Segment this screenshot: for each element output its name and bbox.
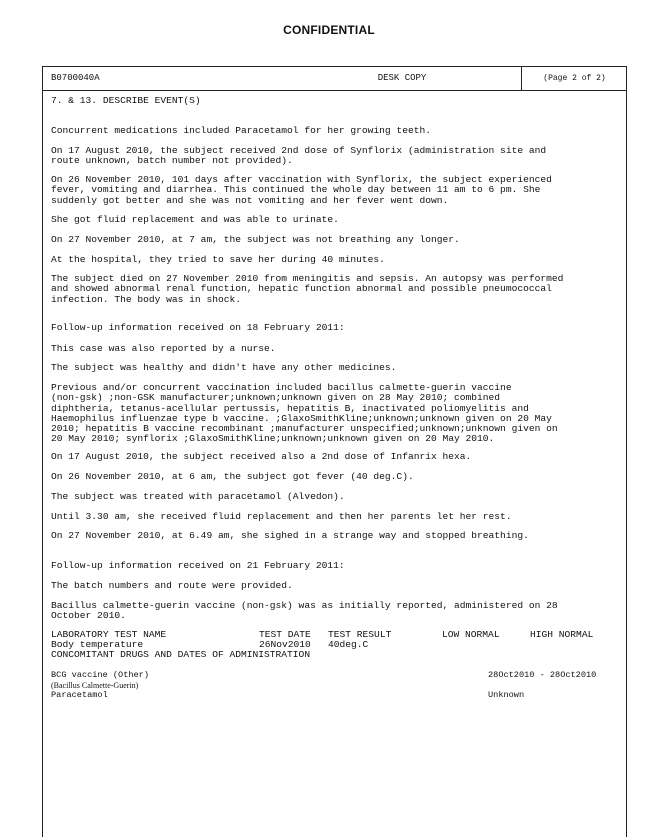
confidential-heading: CONFIDENTIAL [283,23,375,37]
page-number: (Page 2 of 2) [521,67,627,90]
lab-header-high-normal: HIGH NORMAL [530,629,594,640]
drug-subname: (Bacillus Calmette-Guerin) [51,681,139,690]
drug-name: BCG vaccine (Other) [51,670,149,680]
paragraph-vaccinations: Previous and/or concurrent vaccination included bacillus calmette-guerin vaccine (non-gsk) ;non-GSK manufacturer;unknown;unknown given on 28 May 2010; combined diphtheria, tetanus-acellular pertussis, hepatitis B, inactivated poliomyelitis and Haemophilus influenzae type b vaccine. ;GlaxoSmithKline;unknown;unknown given on 20 May 2010; hepatitis B vaccine recombinant ;manufacturer unspecified;unknown;unknown given on 20 May 2010; synflorix ;GlaxoSmithKline;unknown;unknown given on 20 May 2010. [51,382,558,445]
lab-header-low-normal: LOW NORMAL [442,629,500,640]
paragraph-fever-onset: On 26 November 2010, 101 days after vaccination with Synflorix, the subject experienced fever, vomiting and diarrhea. This continued the whole day between 11 am to 6 pm. She suddenly got better and she was not vomiting and her fever went down. [51,174,552,206]
paragraph-fever-6am: On 26 November 2010, at 6 am, the subject got fever (40 deg.C). [51,471,414,482]
lab-header-test-result: TEST RESULT [328,629,392,640]
paragraph-hospital: At the hospital, they tried to save her during 40 minutes. [51,254,385,265]
report-id: B0700040A [51,73,100,83]
paragraph-fluid: She got fluid replacement and was able to urinate. [51,214,339,225]
paragraph-medications: Concurrent medications included Paracetamol for her growing teeth. [51,125,431,136]
drug-dates: 28Oct2010 - 28Oct2010 [488,670,597,680]
lab-row-test-result: 40deg.C [328,639,369,650]
paragraph-healthy: The subject was healthy and didn't have any other medicines. [51,362,397,373]
paragraph-stopped-breathing: On 27 November 2010, at 6.49 am, she sighed in a strange way and stopped breathing. [51,530,529,541]
paragraph-batch: The batch numbers and route were provided. [51,580,293,591]
drug-name: Paracetamol [51,690,108,700]
report-header-row [43,67,626,91]
followup-heading-2: Follow-up information received on 21 February 2011: [51,560,345,571]
drug-dates: Unknown [488,690,525,700]
paragraph-synflorix-dose: On 17 August 2010, the subject received 2nd dose of Synflorix (administration site and route unknown, batch number not provided). [51,145,547,167]
copy-type: DESK COPY [377,73,427,83]
paragraph-nurse: This case was also reported by a nurse. [51,343,276,354]
followup-heading-1: Follow-up information received on 18 February 2011: [51,322,345,333]
lab-header-test-date: TEST DATE [259,629,311,640]
lab-row-test-date: 26Nov2010 [259,639,311,650]
paragraph-rest: Until 3.30 am, she received fluid replacement and then her parents let her rest. [51,511,512,522]
paragraph-bcg: Bacillus calmette-guerin vaccine (non-gsk) was as initially reported, administered on 28 October 2010. [51,600,558,622]
lab-header-test-name: LABORATORY TEST NAME [51,629,167,640]
paragraph-death: The subject died on 27 November 2010 from meningitis and sepsis. An autopsy was performed and showed abnormal renal function, hepatic function abnormal and possible pneumococcal infection. The body was in shock. [51,273,564,305]
paragraph-not-breathing: On 27 November 2010, at 7 am, the subject was not breathing any longer. [51,234,460,245]
section-title: 7. & 13. DESCRIBE EVENT(S) [51,95,201,106]
lab-row-test-name: Body temperature [51,639,144,650]
concomitant-title: CONCOMITANT DRUGS AND DATES OF ADMINISTRATION [51,649,311,660]
paragraph-infanrix: On 17 August 2010, the subject received also a 2nd dose of Infanrix hexa. [51,451,472,462]
paragraph-alvedon: The subject was treated with paracetamol (Alvedon). [51,491,345,502]
